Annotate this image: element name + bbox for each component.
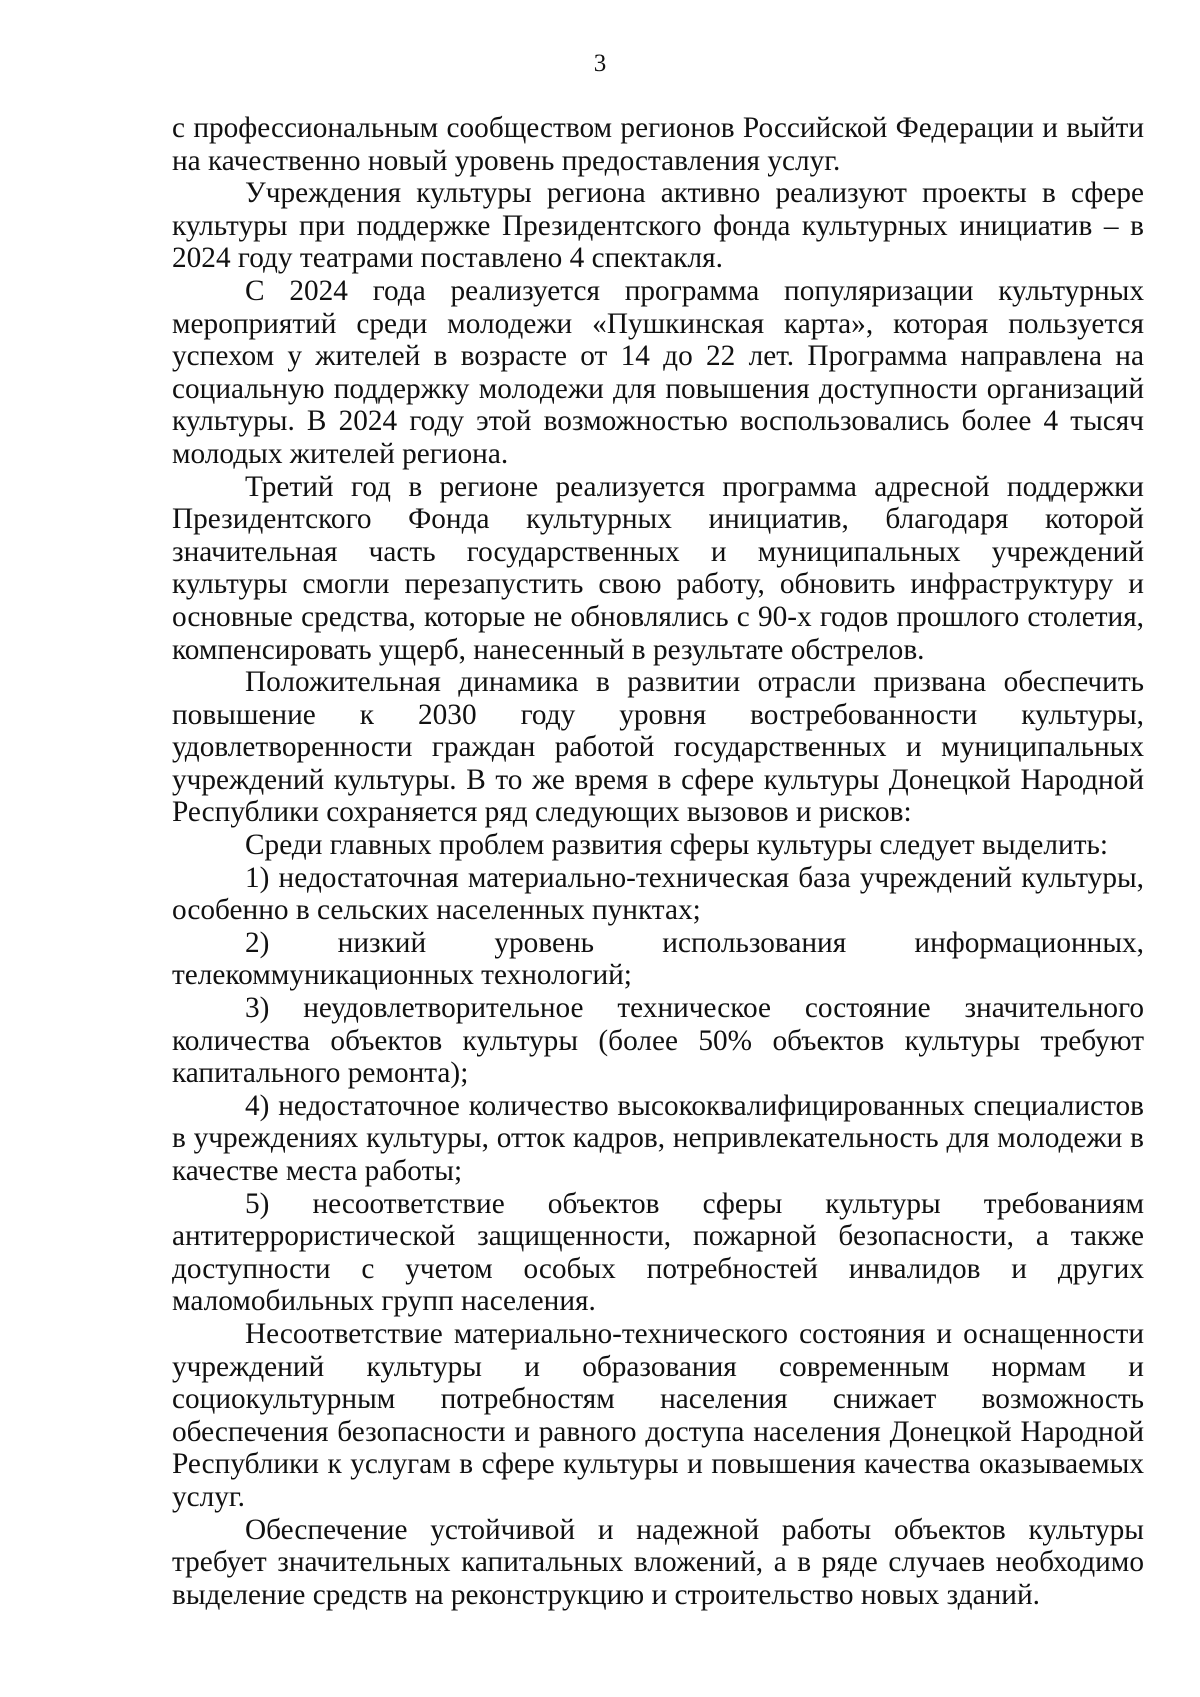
- list-item-problem-2: 2) низкий уровень использования информационных, телекоммуникационных технологий;: [172, 926, 1144, 992]
- list-item-problem-1: 1) недостаточная материально-техническая база учреждений культуры, особенно в сельских населенных пунктах;: [172, 861, 1144, 927]
- list-item-problem-3: 3) неудовлетворительное техническое состояние значительного количества объектов культуры (более 50% объектов культуры требуют капитального ремонта);: [172, 992, 1144, 1090]
- paragraph-targeted-support: Третий год в регионе реализуется программа адресной поддержки Президентского Фонда культурных инициатив, благодаря которой значительная часть государственных и муниципальных учреждений культуры смогли перезапустить свою работу, обновить инфраструктуру и основные средства, которые не обновлялись с 90-х годов прошлого столетия, компенсировать ущерб, нанесенный в результате обстрелов.: [172, 470, 1144, 666]
- paragraph-inconsistency: Несоответствие материально-технического состояния и оснащенности учреждений культуры и образования современным нормам и социокультурным потребностям населения снижает возможность обеспечения безопасности и равного доступа населения Донецкой Народной Республики к услугам в сфере культуры и повышения качества оказываемых услуг.: [172, 1317, 1144, 1513]
- paragraph-pushkin-card: С 2024 года реализуется программа популяризации культурных мероприятий среди молодежи «Пушкинская карта», которая пользуется успехом у жителей в возрасте от 14 до 22 лет. Программа направлена на социальную поддержку молодежи для повышения доступности организаций культуры. В 2024 году этой возможностью воспользовались более 4 тысяч молодых жителей региона.: [172, 274, 1144, 470]
- paragraph-continuation: с профессиональным сообществом регионов Российской Федерации и выйти на качественно новый уровень предоставления услуг.: [172, 112, 1144, 177]
- paragraph-presidential-fund-projects: Учреждения культуры региона активно реализуют проекты в сфере культуры при поддержке Президентского фонда культурных инициатив – в 2024 году театрами поставлено 4 спектакля.: [172, 177, 1144, 275]
- paragraph-positive-dynamics: Положительная динамика в развитии отрасли призвана обеспечить повышение к 2030 году уровня востребованности культуры, удовлетворенности граждан работой государственных и муниципальных учреждений культуры. В то же время в сфере культуры Донецкой Народной Республики сохраняется ряд следующих вызовов и рисков:: [172, 666, 1144, 829]
- paragraph-main-problems-intro: Среди главных проблем развития сферы культуры следует выделить:: [245, 829, 1109, 862]
- page-number: 3: [593, 50, 607, 77]
- list-item-problem-5: 5) несоответствие объектов сферы культуры требованиям антитеррористической защищенности, пожарной безопасности, а также доступности с учетом особых потребностей инвалидов и других маломобильных групп населения.: [172, 1187, 1144, 1318]
- list-item-problem-4: 4) недостаточное количество высококвалифицированных специалистов в учреждениях культуры, отток кадров, непривлекательность для молодежи в качестве места работы;: [172, 1089, 1144, 1187]
- paragraph-capital-investment: Обеспечение устойчивой и надежной работы объектов культуры требует значительных капитальных вложений, а в ряде случаев необходимо выделение средств на реконструкцию и строительство новых зданий.: [172, 1513, 1144, 1611]
- document-body: [172, 112, 1144, 1611]
